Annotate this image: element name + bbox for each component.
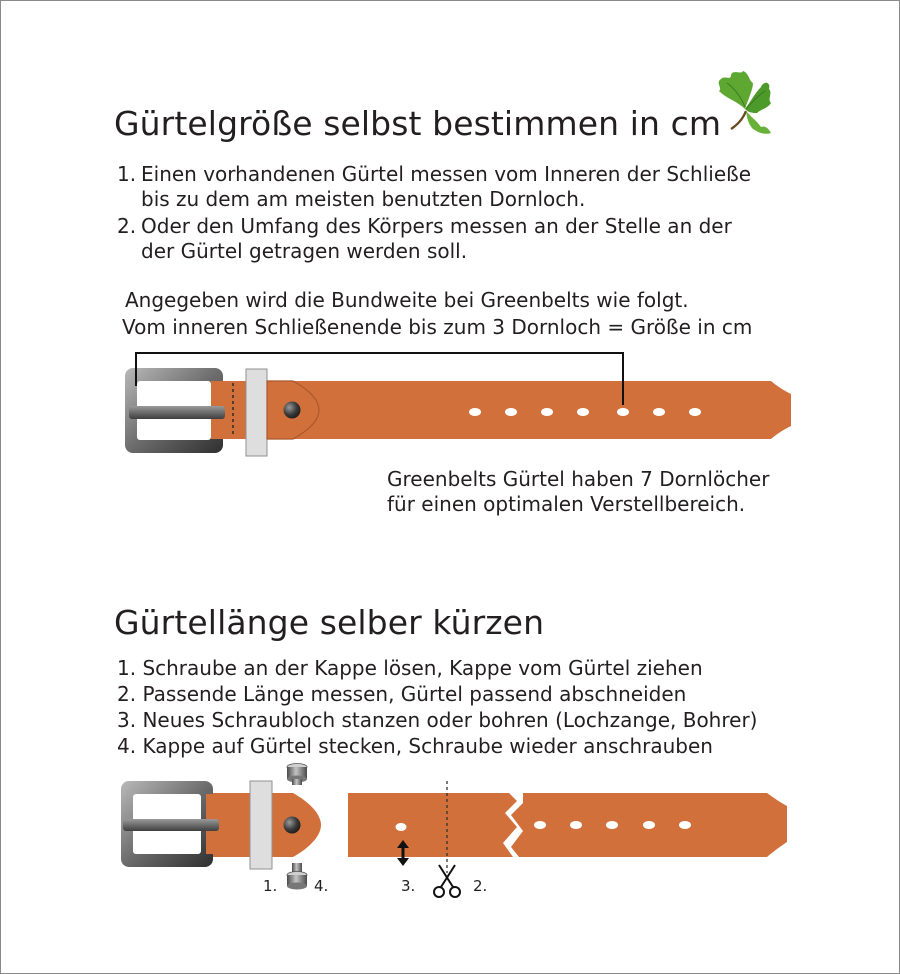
strap-cut-piece — [348, 793, 517, 857]
length-step-4: 4. Kappe auf Gürtel stecken, Schraube wieder anschrauben — [117, 734, 713, 758]
belt-hole-2 — [505, 408, 517, 416]
belt-diagram-strap-part — [348, 781, 787, 873]
belt-hole-1 — [469, 408, 481, 416]
size-step-1-number: 1. — [117, 162, 137, 186]
size-step-2-line-1: Oder den Umfang des Körpers messen an der Stelle an der — [141, 214, 732, 238]
size-step-2-line-2: der Gürtel getragen werden soll. — [141, 239, 468, 263]
belt-diagram-full — [125, 353, 791, 456]
screw-icon — [287, 764, 307, 786]
belt-keeper-2 — [250, 781, 272, 869]
buckle-prong — [129, 406, 225, 419]
new-screw-hole — [396, 823, 407, 831]
length-section-title: Gürtellänge selber kürzen — [114, 603, 545, 642]
scissors-icon — [434, 865, 460, 897]
strap-hole-4 — [643, 821, 655, 829]
belt-hole-7 — [689, 408, 701, 416]
belt-keeper — [246, 369, 267, 456]
belt-hole-4 — [577, 408, 589, 416]
label-cap-remove: 1. — [263, 877, 278, 895]
screw-post-icon — [287, 863, 307, 890]
rivet-2 — [284, 817, 301, 834]
belt-hole-6 — [653, 408, 665, 416]
label-cut: 2. — [473, 877, 488, 895]
length-step-2: 2. Passende Länge messen, Gürtel passend abschneiden — [117, 682, 687, 706]
length-step-3: 3. Neues Schraubloch stanzen oder bohren (Lochzange, Bohrer) — [117, 708, 758, 732]
size-step-1-line-1: Einen vorhandenen Gürtel messen vom Inneren der Schließe — [141, 162, 752, 186]
oak-leaf-icon — [719, 71, 771, 134]
buckle-prong-2 — [123, 819, 219, 831]
length-step-1: 1. Schraube an der Kappe lösen, Kappe vom Gürtel ziehen — [117, 656, 703, 680]
strap-hole-5 — [679, 821, 691, 829]
belt-hole-3 — [541, 408, 553, 416]
size-note-line-2: für einen optimalen Verstellbereich. — [387, 492, 746, 516]
strap-hole-1 — [534, 821, 546, 829]
illustrations — [1, 1, 899, 973]
size-step-2-number: 2. — [117, 214, 137, 238]
label-punch-hole: 3. — [401, 877, 416, 895]
strap-hole-3 — [606, 821, 618, 829]
strap-hole-2 — [570, 821, 582, 829]
rivet — [284, 402, 301, 419]
size-info-line-2: Vom inneren Schließenende bis zum 3 Dornloch = Größe in cm — [122, 315, 753, 339]
size-info-line-1: Angegeben wird die Bundweite bei Greenbelts wie folgt. — [125, 288, 689, 312]
belt-hole-5 — [617, 408, 629, 416]
belt-diagram-buckle-part — [121, 764, 321, 890]
size-section-title: Gürtelgröße selbst bestimmen in cm — [114, 104, 722, 143]
label-cap-attach: 4. — [314, 877, 329, 895]
size-note-line-1: Greenbelts Gürtel haben 7 Dornlöcher — [387, 467, 770, 491]
size-step-1-line-2: bis zu dem am meisten benutzten Dornloch. — [141, 187, 586, 211]
